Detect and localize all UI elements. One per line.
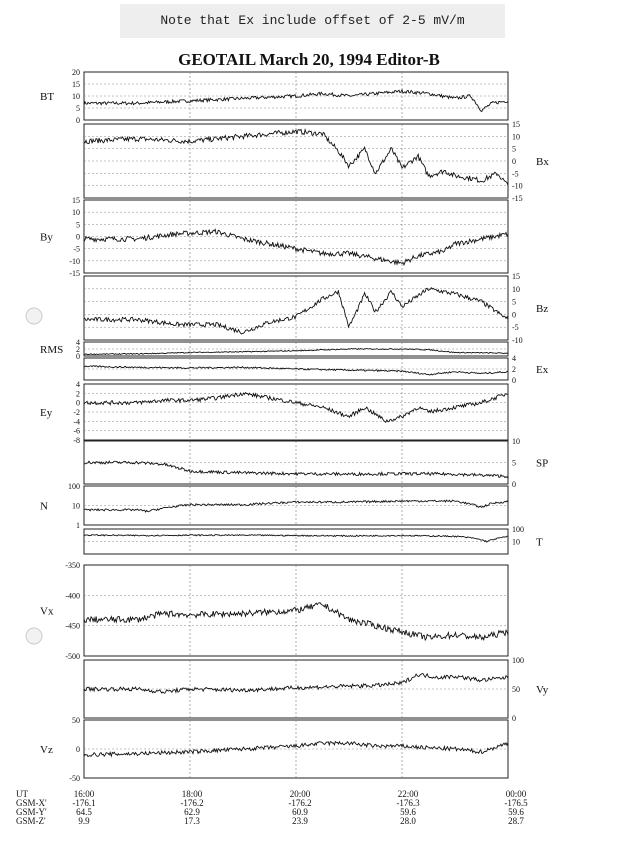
y-tick-label: 0 — [76, 398, 80, 408]
y-tick-label: 15 — [512, 120, 520, 129]
y-tick-label: 4 — [76, 380, 80, 389]
y-tick-label: -500 — [65, 652, 80, 661]
panel-label-vy: Vy — [536, 684, 549, 696]
panel-label-rms: RMS — [40, 344, 64, 356]
panel-label-vz: Vz — [40, 744, 53, 756]
y-tick-label: -4 — [73, 417, 80, 427]
panel-label-ex: Ex — [536, 364, 549, 376]
footer-gsm-x: -176.1 — [72, 798, 96, 808]
footer-gsm-y: 59.6 — [400, 807, 416, 817]
y-tick-label: 0 — [76, 116, 80, 125]
footer-gsm-z: 23.9 — [292, 816, 308, 826]
footer-gsm-x: -176.2 — [180, 798, 204, 808]
y-tick-label: -350 — [65, 561, 80, 570]
panel-label-ey: Ey — [40, 407, 53, 419]
y-tick-label: 10 — [72, 501, 80, 511]
y-tick-label: -8 — [73, 436, 80, 445]
y-tick-label: 0 — [512, 376, 516, 385]
footer-gsm-x: -176.5 — [504, 798, 528, 808]
y-tick-label: 2 — [76, 345, 80, 354]
y-tick-label: 100 — [512, 656, 524, 665]
y-tick-label: 0 — [512, 480, 516, 489]
y-tick-label: 5 — [512, 297, 516, 307]
footer-ut: 18:00 — [181, 789, 203, 799]
footer-column — [49, 790, 119, 826]
y-tick-label: 4 — [512, 354, 516, 363]
panel-label-n: N — [40, 500, 48, 513]
y-tick-label: -15 — [69, 269, 80, 278]
y-tick-label: 0 — [76, 745, 80, 754]
y-tick-label: -6 — [73, 426, 80, 436]
y-tick-label: 10 — [72, 208, 80, 218]
y-tick-label: -5 — [512, 169, 519, 179]
footer-ut: 20:00 — [289, 789, 311, 799]
y-tick-label: 0 — [512, 157, 516, 166]
footer-column — [481, 790, 551, 826]
footer-ut: 00:00 — [505, 789, 527, 799]
y-tick-label: 5 — [512, 144, 516, 154]
y-tick-label: 100 — [68, 482, 80, 491]
y-tick-label: -10 — [69, 256, 80, 266]
panel-label-bz: Bz — [536, 303, 549, 315]
panel-label-bt: BT — [40, 91, 55, 103]
y-tick-label: -15 — [512, 194, 523, 203]
panel-label-by: By — [40, 231, 53, 244]
y-tick-label: 2 — [512, 365, 516, 374]
y-tick-label: 5 — [76, 104, 80, 113]
y-tick-label: 0 — [512, 310, 516, 320]
series-line-by — [84, 229, 508, 265]
y-tick-label: 1 — [76, 521, 80, 530]
y-tick-label: 10 — [512, 132, 520, 142]
y-tick-label: 5 — [512, 458, 516, 468]
y-tick-label: 2 — [76, 389, 80, 399]
footer-gsm-z: 28.0 — [400, 816, 416, 826]
y-tick-label: -400 — [65, 591, 80, 601]
offset-note: Note that Ex include offset of 2-5 mV/m — [120, 4, 505, 38]
y-tick-label: 100 — [512, 525, 524, 534]
y-tick-label: 50 — [512, 685, 520, 694]
y-tick-label: -10 — [512, 336, 523, 345]
footer-column — [265, 790, 335, 826]
panel-label-t: T — [536, 536, 543, 549]
footer-gsm-y: 64.5 — [76, 807, 92, 817]
y-tick-label: -10 — [512, 181, 523, 191]
panel-label-vx: Vx — [40, 605, 54, 618]
y-tick-label: 50 — [72, 716, 80, 725]
footer-gsm-z: 9.9 — [78, 816, 90, 826]
footer-label-gsm-z: GSM-Z' — [16, 816, 46, 826]
y-tick-label: 0 — [512, 714, 516, 723]
footer-gsm-x: -176.2 — [288, 798, 312, 808]
y-tick-label: 15 — [512, 272, 520, 281]
footer-column — [373, 790, 443, 826]
y-tick-label: 10 — [512, 284, 520, 294]
footer-gsm-z: 17.3 — [184, 816, 200, 826]
y-tick-label: 0 — [76, 352, 80, 361]
y-tick-label: -450 — [65, 621, 80, 631]
footer-ut: 16:00 — [73, 789, 95, 799]
footer-label-ut: UT — [16, 789, 28, 799]
footer-label-gsm-x: GSM-X' — [16, 798, 47, 808]
footer-ut: 22:00 — [397, 789, 419, 799]
y-tick-label: 5 — [76, 220, 80, 230]
panel-label-bx: Bx — [536, 156, 549, 168]
y-tick-label: 15 — [72, 196, 80, 205]
y-tick-label: -5 — [512, 323, 519, 333]
footer-gsm-x: -176.3 — [396, 798, 420, 808]
panel-label-sp: SP — [536, 457, 549, 470]
y-tick-label: 10 — [512, 437, 520, 446]
y-tick-label: 15 — [72, 80, 80, 89]
y-tick-label: 4 — [76, 338, 80, 347]
footer-column — [157, 790, 227, 826]
y-tick-label: -50 — [69, 774, 80, 783]
y-tick-label: 10 — [512, 537, 520, 547]
y-tick-label: 0 — [76, 232, 80, 242]
footer-gsm-y: 62.9 — [184, 807, 200, 817]
footer-gsm-y: 60.9 — [292, 807, 308, 817]
y-tick-label: -5 — [73, 244, 80, 254]
y-tick-label: -2 — [73, 408, 80, 417]
footer-gsm-y: 59.6 — [508, 807, 524, 817]
footer-gsm-z: 28.7 — [508, 816, 524, 826]
chart-title: GEOTAIL March 20, 1994 Editor-B — [178, 50, 440, 69]
y-tick-label: 10 — [72, 92, 80, 101]
y-tick-label: 20 — [72, 68, 80, 77]
footer-label-gsm-y: GSM-Y' — [16, 807, 47, 817]
